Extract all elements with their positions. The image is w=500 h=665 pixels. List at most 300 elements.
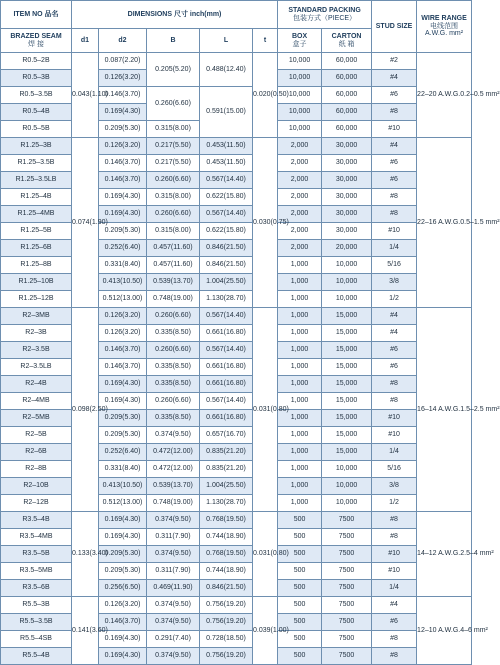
- item-no-cell: R3.5–6B: [1, 580, 72, 597]
- box-cell: 500: [278, 614, 322, 631]
- wire-range-mm: 0.2–0.5 mm²: [460, 91, 500, 99]
- carton-cell: 60,000: [322, 121, 372, 138]
- b-cell: 0.472(12.00): [147, 461, 200, 478]
- item-no-cell: R2–4MB: [1, 393, 72, 410]
- table-row: [1, 274, 472, 291]
- b-cell: 0.374(9.50): [147, 546, 200, 563]
- table-row: [1, 359, 472, 376]
- d1-cell: [72, 138, 108, 308]
- carton-cell: 60,000: [322, 104, 372, 121]
- table-row: [1, 325, 472, 342]
- carton-cell: 30,000: [322, 189, 372, 206]
- d2-cell: 0.252(6.40): [99, 444, 147, 461]
- item-no-cell: R2–3.5LB: [1, 359, 72, 376]
- carton-cell: 10,000: [322, 478, 372, 495]
- stud-cell: 1/2: [372, 495, 417, 512]
- box-cell: 10,000: [278, 70, 322, 87]
- stud-cell: 3/8: [372, 478, 417, 495]
- item-no-cell: R5.5–3B: [1, 597, 72, 614]
- stud-cell: 5/16: [372, 257, 417, 274]
- d2-cell: 0.146(3.70): [99, 87, 147, 104]
- carton-cell: 15,000: [322, 342, 372, 359]
- b-cell: 0.748(19.00): [147, 291, 200, 308]
- d2-cell: 0.126(3.20): [99, 138, 147, 155]
- d2-cell: 0.126(3.20): [99, 325, 147, 342]
- l-cell: 0.846(21.50): [200, 580, 253, 597]
- d1-inch: 0.141: [72, 626, 90, 634]
- d1-cell: [72, 597, 108, 665]
- wire-range-mm: 0.5–1.5 mm²: [460, 218, 500, 226]
- item-no-cell: R0.5–4B: [1, 104, 72, 121]
- l-cell: 0.661(16.80): [200, 376, 253, 393]
- l-header: L: [200, 29, 253, 53]
- stud-cell: #8: [372, 512, 417, 529]
- table-row: [1, 478, 472, 495]
- box-cell: 1,000: [278, 410, 322, 427]
- d2-cell: 0.126(3.20): [99, 70, 147, 87]
- carton-cell: 15,000: [322, 359, 372, 376]
- d1-mm: (1.10): [89, 91, 108, 99]
- wire-range-cell: [417, 53, 500, 138]
- l-cell: 0.661(16.80): [200, 359, 253, 376]
- l-cell: 0.846(21.50): [200, 257, 253, 274]
- item-no-cell: R2–5MB: [1, 410, 72, 427]
- carton-cell: 7500: [322, 546, 372, 563]
- item-no-header: ITEM NO 品名: [1, 1, 72, 29]
- box-cell: 1,000: [278, 393, 322, 410]
- box-cell: 500: [278, 563, 322, 580]
- t-mm: (1.00): [270, 626, 289, 634]
- table-row: [1, 189, 472, 206]
- l-cell: 0.567(14.40): [200, 308, 253, 325]
- l-cell: 1.130(28.70): [200, 495, 253, 512]
- b-cell: 0.335(8.50): [147, 410, 200, 427]
- b-cell: 0.217(5.50): [147, 138, 200, 155]
- d2-cell: 0.146(3.70): [99, 614, 147, 631]
- box-cell: 10,000: [278, 53, 322, 70]
- stud-cell: #10: [372, 410, 417, 427]
- stud-cell: 1/4: [372, 444, 417, 461]
- stud-cell: #8: [372, 631, 417, 648]
- d2-cell: 0.331(8.40): [99, 461, 147, 478]
- stud-cell: #4: [372, 138, 417, 155]
- box-cell: 2,000: [278, 155, 322, 172]
- t-mm: (0.75): [270, 218, 289, 226]
- carton-cn: 纸 箱: [338, 40, 355, 48]
- l-cell: 1.004(25.50): [200, 478, 253, 495]
- table-row: [1, 597, 472, 614]
- box-cell: 1,000: [278, 291, 322, 308]
- t-cell: [253, 308, 289, 512]
- t-mm: (0.80): [270, 550, 289, 558]
- b-cell: 0.539(13.70): [147, 478, 200, 495]
- carton-cell: 7500: [322, 631, 372, 648]
- l-cell: 0.567(14.40): [200, 172, 253, 189]
- table-row: [1, 495, 472, 512]
- l-cell: 0.567(14.40): [200, 342, 253, 359]
- t-cell: [253, 512, 289, 597]
- carton-cell: 7500: [322, 648, 372, 665]
- d2-cell: 0.209(5.30): [99, 410, 147, 427]
- box-cell: 10,000: [278, 87, 322, 104]
- wire-range-cell: [417, 308, 500, 512]
- item-no-cell: R2–8B: [1, 461, 72, 478]
- stud-cell: #6: [372, 359, 417, 376]
- d1-mm: (2.50): [89, 405, 108, 413]
- stud-cell: #8: [372, 529, 417, 546]
- t-cell: [253, 597, 289, 665]
- stud-cell: #10: [372, 563, 417, 580]
- t-cell: [253, 53, 289, 138]
- b-cell: 0.374(9.50): [147, 427, 200, 444]
- item-no-cell: R1.25–8B: [1, 257, 72, 274]
- item-no-cell: R3.5–5B: [1, 546, 72, 563]
- box-cell: 1,000: [278, 427, 322, 444]
- l-cell: 0.744(18.90): [200, 563, 253, 580]
- table-row: [1, 444, 472, 461]
- stud-cell: #10: [372, 223, 417, 240]
- stud-cell: #6: [372, 155, 417, 172]
- carton-cell: 60,000: [322, 70, 372, 87]
- b-cell: 0.260(6.60): [147, 172, 200, 189]
- table-row: [1, 240, 472, 257]
- stud-cell: #6: [372, 342, 417, 359]
- box-en: BOX: [291, 32, 308, 40]
- wire-range-cell: [417, 138, 500, 308]
- t-inch: 0.020: [253, 91, 271, 99]
- l-cell: 1.130(28.70): [200, 291, 253, 308]
- box-cell: 500: [278, 546, 322, 563]
- table-row: [1, 155, 472, 172]
- l-cell: 0.756(19.20): [200, 648, 253, 665]
- carton-cell: 60,000: [322, 53, 372, 70]
- item-no-cell: R1.25–3.5B: [1, 155, 72, 172]
- box-cell: 500: [278, 648, 322, 665]
- box-cell: 2,000: [278, 172, 322, 189]
- d1-inch: 0.098: [72, 405, 90, 413]
- wire-range-unit: A.W.G. mm²: [424, 30, 464, 38]
- box-cell: 1,000: [278, 495, 322, 512]
- box-cell: 10,000: [278, 104, 322, 121]
- table-row: [1, 342, 472, 359]
- d2-cell: 0.169(4.30): [99, 376, 147, 393]
- d2-cell: 0.169(4.30): [99, 631, 147, 648]
- b-cell: 0.315(8.00): [147, 189, 200, 206]
- wire-range-awg: 12–10 A.W.G.: [417, 626, 461, 634]
- box-cell: 1,000: [278, 274, 322, 291]
- carton-cell: 30,000: [322, 155, 372, 172]
- stud-cell: #6: [372, 87, 417, 104]
- t-cell: [253, 138, 289, 308]
- d1-inch: 0.133: [72, 550, 90, 558]
- item-no-cell: R0.5–3B: [1, 70, 72, 87]
- wire-range-awg: 22–16 A.W.G.: [417, 218, 461, 226]
- box-cell: 1,000: [278, 257, 322, 274]
- b-cell: 0.335(8.50): [147, 376, 200, 393]
- d2-cell: 0.413(10.50): [99, 478, 147, 495]
- b-cell: 0.374(9.50): [147, 648, 200, 665]
- item-no-cell: R5.5–4B: [1, 648, 72, 665]
- d2-cell: 0.169(4.30): [99, 104, 147, 121]
- wire-range-mm: 2.5–4 mm²: [460, 550, 494, 558]
- l-cell: 0.488(12.40): [200, 53, 253, 87]
- wire-range-awg: 16–14 A.W.G.: [417, 405, 461, 413]
- carton-cell: 15,000: [322, 308, 372, 325]
- d1-inch: 0.074: [72, 218, 90, 226]
- d2-cell: 0.209(5.30): [99, 121, 147, 138]
- table-row: [1, 53, 472, 70]
- b-cell: 0.205(5.20): [147, 53, 200, 87]
- l-cell: 0.756(19.20): [200, 597, 253, 614]
- item-no-cell: R5.5–3.5B: [1, 614, 72, 631]
- l-cell: 0.744(18.90): [200, 529, 253, 546]
- b-cell: 0.335(8.50): [147, 325, 200, 342]
- d1-cell: [72, 512, 108, 597]
- table-row: [1, 580, 472, 597]
- table-row: [1, 172, 472, 189]
- d2-cell: 0.209(5.30): [99, 563, 147, 580]
- b-cell: 0.260(6.60): [147, 87, 200, 121]
- b-header: B: [147, 29, 200, 53]
- b-cell: 0.374(9.50): [147, 597, 200, 614]
- stud-cell: #8: [372, 393, 417, 410]
- box-cell: 1,000: [278, 444, 322, 461]
- b-cell: 0.472(12.00): [147, 444, 200, 461]
- box-cell: 1,000: [278, 461, 322, 478]
- t-inch: 0.039: [253, 626, 271, 634]
- item-no-cell: R1.25–10B: [1, 274, 72, 291]
- spec-table-body: [1, 53, 500, 665]
- carton-en: CARTON: [331, 32, 362, 40]
- d1-cell: [72, 53, 108, 138]
- carton-cell: 15,000: [322, 410, 372, 427]
- standard-packing-cn: 包装方式（PIECE）: [293, 14, 357, 22]
- t-header: t: [253, 29, 278, 53]
- l-cell: 0.846(21.50): [200, 240, 253, 257]
- b-cell: 0.315(8.00): [147, 223, 200, 240]
- stud-cell: 3/8: [372, 274, 417, 291]
- stud-cell: #2: [372, 53, 417, 70]
- box-cell: 2,000: [278, 223, 322, 240]
- d2-cell: 0.209(5.30): [99, 223, 147, 240]
- d2-cell: 0.209(5.30): [99, 546, 147, 563]
- table-row: [1, 461, 472, 478]
- l-cell: 0.661(16.80): [200, 410, 253, 427]
- d2-cell: 0.256(6.50): [99, 580, 147, 597]
- brazed-seam-cn: 焊 接: [28, 40, 44, 48]
- box-cell: 500: [278, 580, 322, 597]
- item-no-cell: R2–3B: [1, 325, 72, 342]
- d2-cell: 0.169(4.30): [99, 206, 147, 223]
- stud-cell: #8: [372, 376, 417, 393]
- wire-range-awg: 14–12 A.W.G.: [417, 550, 461, 558]
- box-cell: 500: [278, 529, 322, 546]
- carton-cell: 15,000: [322, 393, 372, 410]
- d2-cell: 0.126(3.20): [99, 308, 147, 325]
- standard-packing-header: [278, 1, 372, 29]
- item-no-cell: R2–6B: [1, 444, 72, 461]
- item-no-cell: R1.25–12B: [1, 291, 72, 308]
- stud-cell: #4: [372, 308, 417, 325]
- item-no-cell: R2–3.5B: [1, 342, 72, 359]
- l-cell: 0.768(19.50): [200, 546, 253, 563]
- item-no-cell: R3.5–4B: [1, 512, 72, 529]
- box-cell: 2,000: [278, 138, 322, 155]
- b-cell: 0.260(6.60): [147, 308, 200, 325]
- stud-cell: #6: [372, 614, 417, 631]
- d2-cell: 0.169(4.30): [99, 189, 147, 206]
- carton-cell: 30,000: [322, 172, 372, 189]
- table-row: [1, 427, 472, 444]
- stud-cell: #4: [372, 597, 417, 614]
- wire-range-header: [417, 1, 472, 53]
- carton-cell: 7500: [322, 614, 372, 631]
- stud-cell: 1/4: [372, 240, 417, 257]
- wire-range-mm: 4–6 mm²: [460, 626, 488, 634]
- b-cell: 0.457(11.60): [147, 257, 200, 274]
- b-cell: 0.217(5.50): [147, 155, 200, 172]
- t-mm: (0.80): [270, 405, 289, 413]
- d2-cell: 0.146(3.70): [99, 359, 147, 376]
- item-no-cell: R2–4B: [1, 376, 72, 393]
- b-cell: 0.260(6.60): [147, 342, 200, 359]
- carton-cell: 30,000: [322, 223, 372, 240]
- b-cell: 0.260(6.60): [147, 393, 200, 410]
- stud-cell: #8: [372, 104, 417, 121]
- carton-cell: 7500: [322, 512, 372, 529]
- d1-mm: (1.90): [89, 218, 108, 226]
- box-cell: 2,000: [278, 206, 322, 223]
- l-cell: 0.756(19.20): [200, 614, 253, 631]
- d1-mm: (3.40): [89, 550, 108, 558]
- item-no-cell: R2–12B: [1, 495, 72, 512]
- stud-cell: #8: [372, 206, 417, 223]
- item-no-cell: R2–10B: [1, 478, 72, 495]
- wire-range-mm: 1.5–2.5 mm²: [460, 405, 500, 413]
- stud-cell: #8: [372, 648, 417, 665]
- carton-cell: 10,000: [322, 495, 372, 512]
- dimensions-header: DIMENSIONS 尺寸 inch(mm): [72, 1, 278, 29]
- carton-cell: 60,000: [322, 87, 372, 104]
- carton-cell: 20,000: [322, 240, 372, 257]
- d2-cell: 0.126(3.20): [99, 597, 147, 614]
- l-cell: 0.835(21.20): [200, 461, 253, 478]
- carton-cell: 30,000: [322, 138, 372, 155]
- b-cell: 0.469(11.90): [147, 580, 200, 597]
- l-cell: 0.622(15.80): [200, 189, 253, 206]
- item-no-cell: R0.5–5B: [1, 121, 72, 138]
- item-no-cell: R0.5–3.5B: [1, 87, 72, 104]
- box-cell: 2,000: [278, 189, 322, 206]
- table-row: [1, 529, 472, 546]
- l-cell: 0.453(11.50): [200, 155, 253, 172]
- carton-cell: 10,000: [322, 291, 372, 308]
- carton-cell: 7500: [322, 529, 372, 546]
- d2-cell: 0.512(13.00): [99, 291, 147, 308]
- box-cell: 1,000: [278, 325, 322, 342]
- carton-cell: 15,000: [322, 444, 372, 461]
- d2-cell: 0.331(8.40): [99, 257, 147, 274]
- d1-inch: 0.043: [72, 91, 90, 99]
- d2-cell: 0.512(13.00): [99, 495, 147, 512]
- box-cn: 盒子: [292, 40, 307, 48]
- box-cell: 1,000: [278, 478, 322, 495]
- l-cell: 0.661(16.80): [200, 325, 253, 342]
- box-cell: 500: [278, 631, 322, 648]
- l-cell: 0.622(15.80): [200, 223, 253, 240]
- brazed-seam-en: BRAZED SEAM: [10, 32, 62, 40]
- d2-cell: 0.146(3.70): [99, 342, 147, 359]
- d2-cell: 0.252(6.40): [99, 240, 147, 257]
- stud-cell: #8: [372, 189, 417, 206]
- item-no-cell: R5.5–4SB: [1, 631, 72, 648]
- d2-cell: 0.169(4.30): [99, 648, 147, 665]
- l-cell: 0.567(14.40): [200, 206, 253, 223]
- wire-range-cell: [417, 512, 494, 597]
- stud-cell: 1/2: [372, 291, 417, 308]
- b-cell: 0.539(13.70): [147, 274, 200, 291]
- l-cell: 0.453(11.50): [200, 138, 253, 155]
- stud-cell: #4: [372, 70, 417, 87]
- box-cell: 500: [278, 512, 322, 529]
- carton-cell: 15,000: [322, 325, 372, 342]
- stud-cell: 1/4: [372, 580, 417, 597]
- d1-mm: (3.60): [89, 626, 108, 634]
- d2-cell: 0.413(10.50): [99, 274, 147, 291]
- stud-cell: #4: [372, 325, 417, 342]
- item-no-cell: R1.25–5B: [1, 223, 72, 240]
- l-cell: 1.004(25.50): [200, 274, 253, 291]
- stud-cell: #10: [372, 546, 417, 563]
- d2-cell: 0.146(3.70): [99, 155, 147, 172]
- item-no-cell: R2–3MB: [1, 308, 72, 325]
- standard-packing-en: STANDARD PACKING: [288, 6, 361, 14]
- item-no-cell: R3.5–4MB: [1, 529, 72, 546]
- carton-cell: 7500: [322, 597, 372, 614]
- stud-cell: #6: [372, 172, 417, 189]
- b-cell: 0.311(7.90): [147, 563, 200, 580]
- wire-range-cn: 电线范围: [430, 22, 459, 30]
- t-inch: 0.031: [253, 550, 271, 558]
- l-cell: 0.591(15.00): [200, 87, 253, 138]
- b-cell: 0.291(7.40): [147, 631, 200, 648]
- d2-cell: 0.169(4.30): [99, 393, 147, 410]
- table-row: [1, 291, 472, 308]
- box-cell: 1,000: [278, 376, 322, 393]
- brazed-seam-header: [1, 29, 72, 53]
- box-cell: 500: [278, 597, 322, 614]
- item-no-cell: R1.25–4MB: [1, 206, 72, 223]
- b-cell: 0.748(19.00): [147, 495, 200, 512]
- carton-cell: 10,000: [322, 461, 372, 478]
- carton-cell: 10,000: [322, 257, 372, 274]
- d2-cell: 0.087(2.20): [99, 53, 147, 70]
- box-cell: 2,000: [278, 240, 322, 257]
- b-cell: 0.335(8.50): [147, 359, 200, 376]
- carton-cell: 7500: [322, 563, 372, 580]
- carton-header: [322, 29, 372, 53]
- item-no-cell: R1.25–3.5LB: [1, 172, 72, 189]
- carton-cell: 7500: [322, 580, 372, 597]
- d2-cell: 0.169(4.30): [99, 529, 147, 546]
- d2-cell: 0.169(4.30): [99, 512, 147, 529]
- b-cell: 0.315(8.00): [147, 121, 200, 138]
- item-no-cell: R1.25–6B: [1, 240, 72, 257]
- box-cell: 1,000: [278, 359, 322, 376]
- table-row: [1, 376, 472, 393]
- table-row: [1, 308, 472, 325]
- box-cell: 10,000: [278, 121, 322, 138]
